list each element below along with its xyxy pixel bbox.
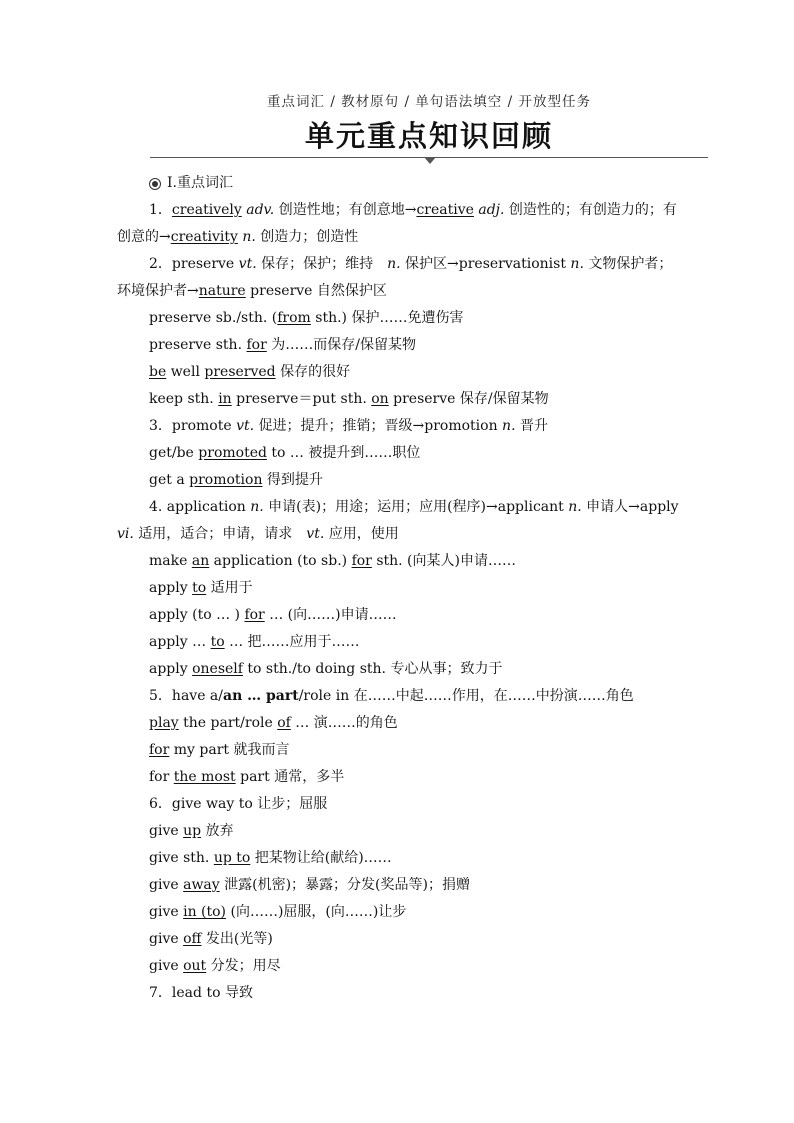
phrase-line: [117, 305, 682, 332]
item-number: 6．: [149, 796, 172, 812]
answer-blank: be: [149, 364, 167, 380]
phrase-text: apply: [149, 580, 193, 596]
answer-blank: to: [210, 634, 225, 650]
item-text: 应用，使用: [324, 526, 399, 542]
answer-blank: creative: [416, 202, 474, 218]
phrase-line: [117, 656, 682, 683]
phrase-text: give: [149, 904, 184, 920]
answer-blank: off: [183, 931, 202, 947]
answer-blank: creativity: [170, 229, 238, 245]
phrase-line: [117, 440, 682, 467]
phrase-text: 把某物让给(献给)……: [250, 850, 392, 866]
phrase-text: make: [149, 553, 192, 569]
part-of-speech: vt.: [306, 526, 325, 542]
target-bullet-icon: [149, 178, 161, 190]
phrase-text: preserve sb./sth. (: [149, 310, 278, 326]
item-number: 4.: [149, 499, 163, 515]
phrase-line: [117, 737, 682, 764]
vocabulary-content: [117, 170, 682, 1007]
part-of-speech: n.: [242, 229, 256, 245]
answer-blank: creatively: [171, 202, 242, 218]
answer-blank: for: [351, 553, 372, 569]
vocab-item-5: [117, 683, 682, 710]
item-text: 申请(表)；用途；运用；应用(程序)→applicant: [263, 499, 569, 515]
phrase-line: [117, 872, 682, 899]
item-word: lead to 导致: [171, 985, 253, 1001]
item-number: 7．: [149, 985, 172, 1001]
item-text: 创造性的；有创造力的；有创意的→: [117, 202, 677, 245]
phrase-text: preserve sth.: [149, 337, 247, 353]
answer-blank: on: [371, 391, 389, 407]
item-text: preserve 自然保护区: [245, 283, 387, 299]
vocab-item-3: [117, 413, 682, 440]
phrase-line: [117, 386, 682, 413]
answer-blank: for: [244, 607, 265, 623]
phrase-line: [117, 953, 682, 980]
phrase-text: well: [166, 364, 205, 380]
phrase-text: get a: [149, 472, 190, 488]
phrase-text: give: [149, 958, 184, 974]
item-text: 保护区→preservationist: [400, 256, 571, 272]
vocab-item-4: [117, 494, 682, 548]
vocab-item-7: [117, 980, 682, 1007]
phrase-line: [117, 602, 682, 629]
phrase-line: [117, 926, 682, 953]
answer-blank: oneself: [192, 661, 243, 677]
item-bold-text: an … part: [223, 688, 299, 704]
part-of-speech: n.: [387, 256, 401, 272]
answer-blank: away: [183, 877, 220, 893]
item-word: have a/: [171, 688, 223, 704]
phrase-line: [117, 359, 682, 386]
item-text: 创造力；创造性: [255, 229, 359, 245]
answer-blank: to: [192, 580, 207, 596]
phrase-line: [117, 629, 682, 656]
answer-blank: out: [183, 958, 207, 974]
item-text: 促进；提升；推销；晋级→promotion: [254, 418, 503, 434]
vocab-item-6: [117, 791, 682, 818]
phrase-line: [117, 548, 682, 575]
part-of-speech: n.: [568, 499, 582, 515]
phrase-text: 得到提升: [262, 472, 323, 488]
phrase-text: 泄露(机密)；暴露；分发(奖品等)；捐赠: [219, 877, 470, 893]
part-of-speech: adv.: [246, 202, 275, 218]
phrase-line: [117, 467, 682, 494]
phrase-text: … 把……应用于……: [224, 634, 360, 650]
answer-blank: the most: [173, 769, 236, 785]
phrase-text: get/be: [149, 445, 199, 461]
item-text: 创造性地；有创意地→: [274, 202, 417, 218]
part-of-speech: vt.: [236, 418, 255, 434]
phrase-text: to sth./to doing sth. 专心从事；致力于: [242, 661, 503, 677]
phrase-text: apply (to … ): [149, 607, 245, 623]
phrase-text: my part 就我而言: [169, 742, 290, 758]
phrase-text: … (向……)申请……: [264, 607, 397, 623]
part-of-speech: vt.: [238, 256, 257, 272]
item-number: 1．: [149, 202, 172, 218]
answer-blank: in: [218, 391, 232, 407]
phrase-line: [117, 845, 682, 872]
page-title: 单元重点知识回顾: [304, 119, 553, 153]
item-word: preserve: [171, 256, 239, 272]
phrase-text: give: [149, 931, 184, 947]
answer-blank: play: [149, 715, 179, 731]
phrase-text: keep sth.: [149, 391, 219, 407]
phrase-text: for: [149, 769, 174, 785]
part-of-speech: n.: [502, 418, 516, 434]
phrase-text: give sth.: [149, 850, 214, 866]
phrase-text: to … 被提升到……职位: [266, 445, 421, 461]
item-number: 5．: [149, 688, 172, 704]
item-text: 适用，适合；申请，请求: [133, 526, 307, 542]
answer-blank: for: [246, 337, 267, 353]
part-of-speech: n.: [570, 256, 584, 272]
phrase-text: preserve 保存/保留某物: [388, 391, 549, 407]
phrase-text: sth.) 保护……免遭伤害: [310, 310, 464, 326]
item-number: 3．: [149, 418, 172, 434]
answer-blank: an: [191, 553, 210, 569]
phrase-text: … 演……的角色: [290, 715, 398, 731]
phrase-text: 保存的很好: [275, 364, 351, 380]
answer-blank: up to: [213, 850, 251, 866]
phrase-line: [117, 710, 682, 737]
phrase-text: 分发；用尽: [206, 958, 281, 974]
answer-blank: in (to): [183, 904, 227, 920]
section-heading: [117, 170, 682, 197]
vocab-item-1: [117, 197, 682, 251]
phrase-text: the part/role: [178, 715, 278, 731]
phrase-text: give: [149, 877, 184, 893]
answer-blank: up: [183, 823, 202, 839]
vocab-item-2: [117, 251, 682, 305]
part-of-speech: vi.: [117, 526, 134, 542]
answer-blank: promotion: [189, 472, 263, 488]
phrase-line: [117, 575, 682, 602]
item-word: promote: [171, 418, 237, 434]
answer-blank: nature: [198, 283, 246, 299]
answer-blank: from: [277, 310, 311, 326]
phrase-text: part 通常，多半: [235, 769, 345, 785]
phrase-text: give: [149, 823, 184, 839]
phrase-text: 为……而保存/保留某物: [266, 337, 416, 353]
phrase-text: preserve＝put sth.: [231, 391, 372, 407]
item-number: 2．: [149, 256, 172, 272]
item-word: give way to 让步；屈服: [171, 796, 328, 812]
header-subtitle: 重点词汇 / 教材原句 / 单句语法填空 / 开放型任务: [267, 94, 591, 110]
page-header: [150, 90, 708, 155]
phrase-line: [117, 332, 682, 359]
phrase-line: [117, 818, 682, 845]
phrase-text: apply: [149, 661, 193, 677]
phrase-text: 发出(光等): [201, 931, 273, 947]
item-text: 保存；保护；维持: [256, 256, 388, 272]
part-of-speech: n.: [250, 499, 264, 515]
phrase-text: 放弃: [201, 823, 234, 839]
section-label: Ⅰ.重点词汇: [167, 175, 233, 191]
part-of-speech: adj.: [478, 202, 505, 218]
item-text: 文物保护者；环境保护者→: [117, 256, 673, 299]
answer-blank: promoted: [198, 445, 267, 461]
phrase-text: application (to sb.): [209, 553, 352, 569]
item-word: application: [162, 499, 251, 515]
phrase-text: apply …: [149, 634, 211, 650]
item-text: 申请人→apply: [581, 499, 679, 515]
phrase-text: 适用于: [206, 580, 253, 596]
answer-blank: of: [277, 715, 291, 731]
item-text: /role in 在……中起……作用，在……中扮演……角色: [298, 688, 634, 704]
phrase-text: (向……)屈服，(向……)让步: [226, 904, 407, 920]
item-text: 晋升: [515, 418, 548, 434]
phrase-text: sth. (向某人)申请……: [371, 553, 516, 569]
phrase-line: [117, 764, 682, 791]
phrase-line: [117, 899, 682, 926]
answer-blank: for: [149, 742, 170, 758]
answer-blank: preserved: [204, 364, 276, 380]
divider-notch: [424, 157, 436, 164]
